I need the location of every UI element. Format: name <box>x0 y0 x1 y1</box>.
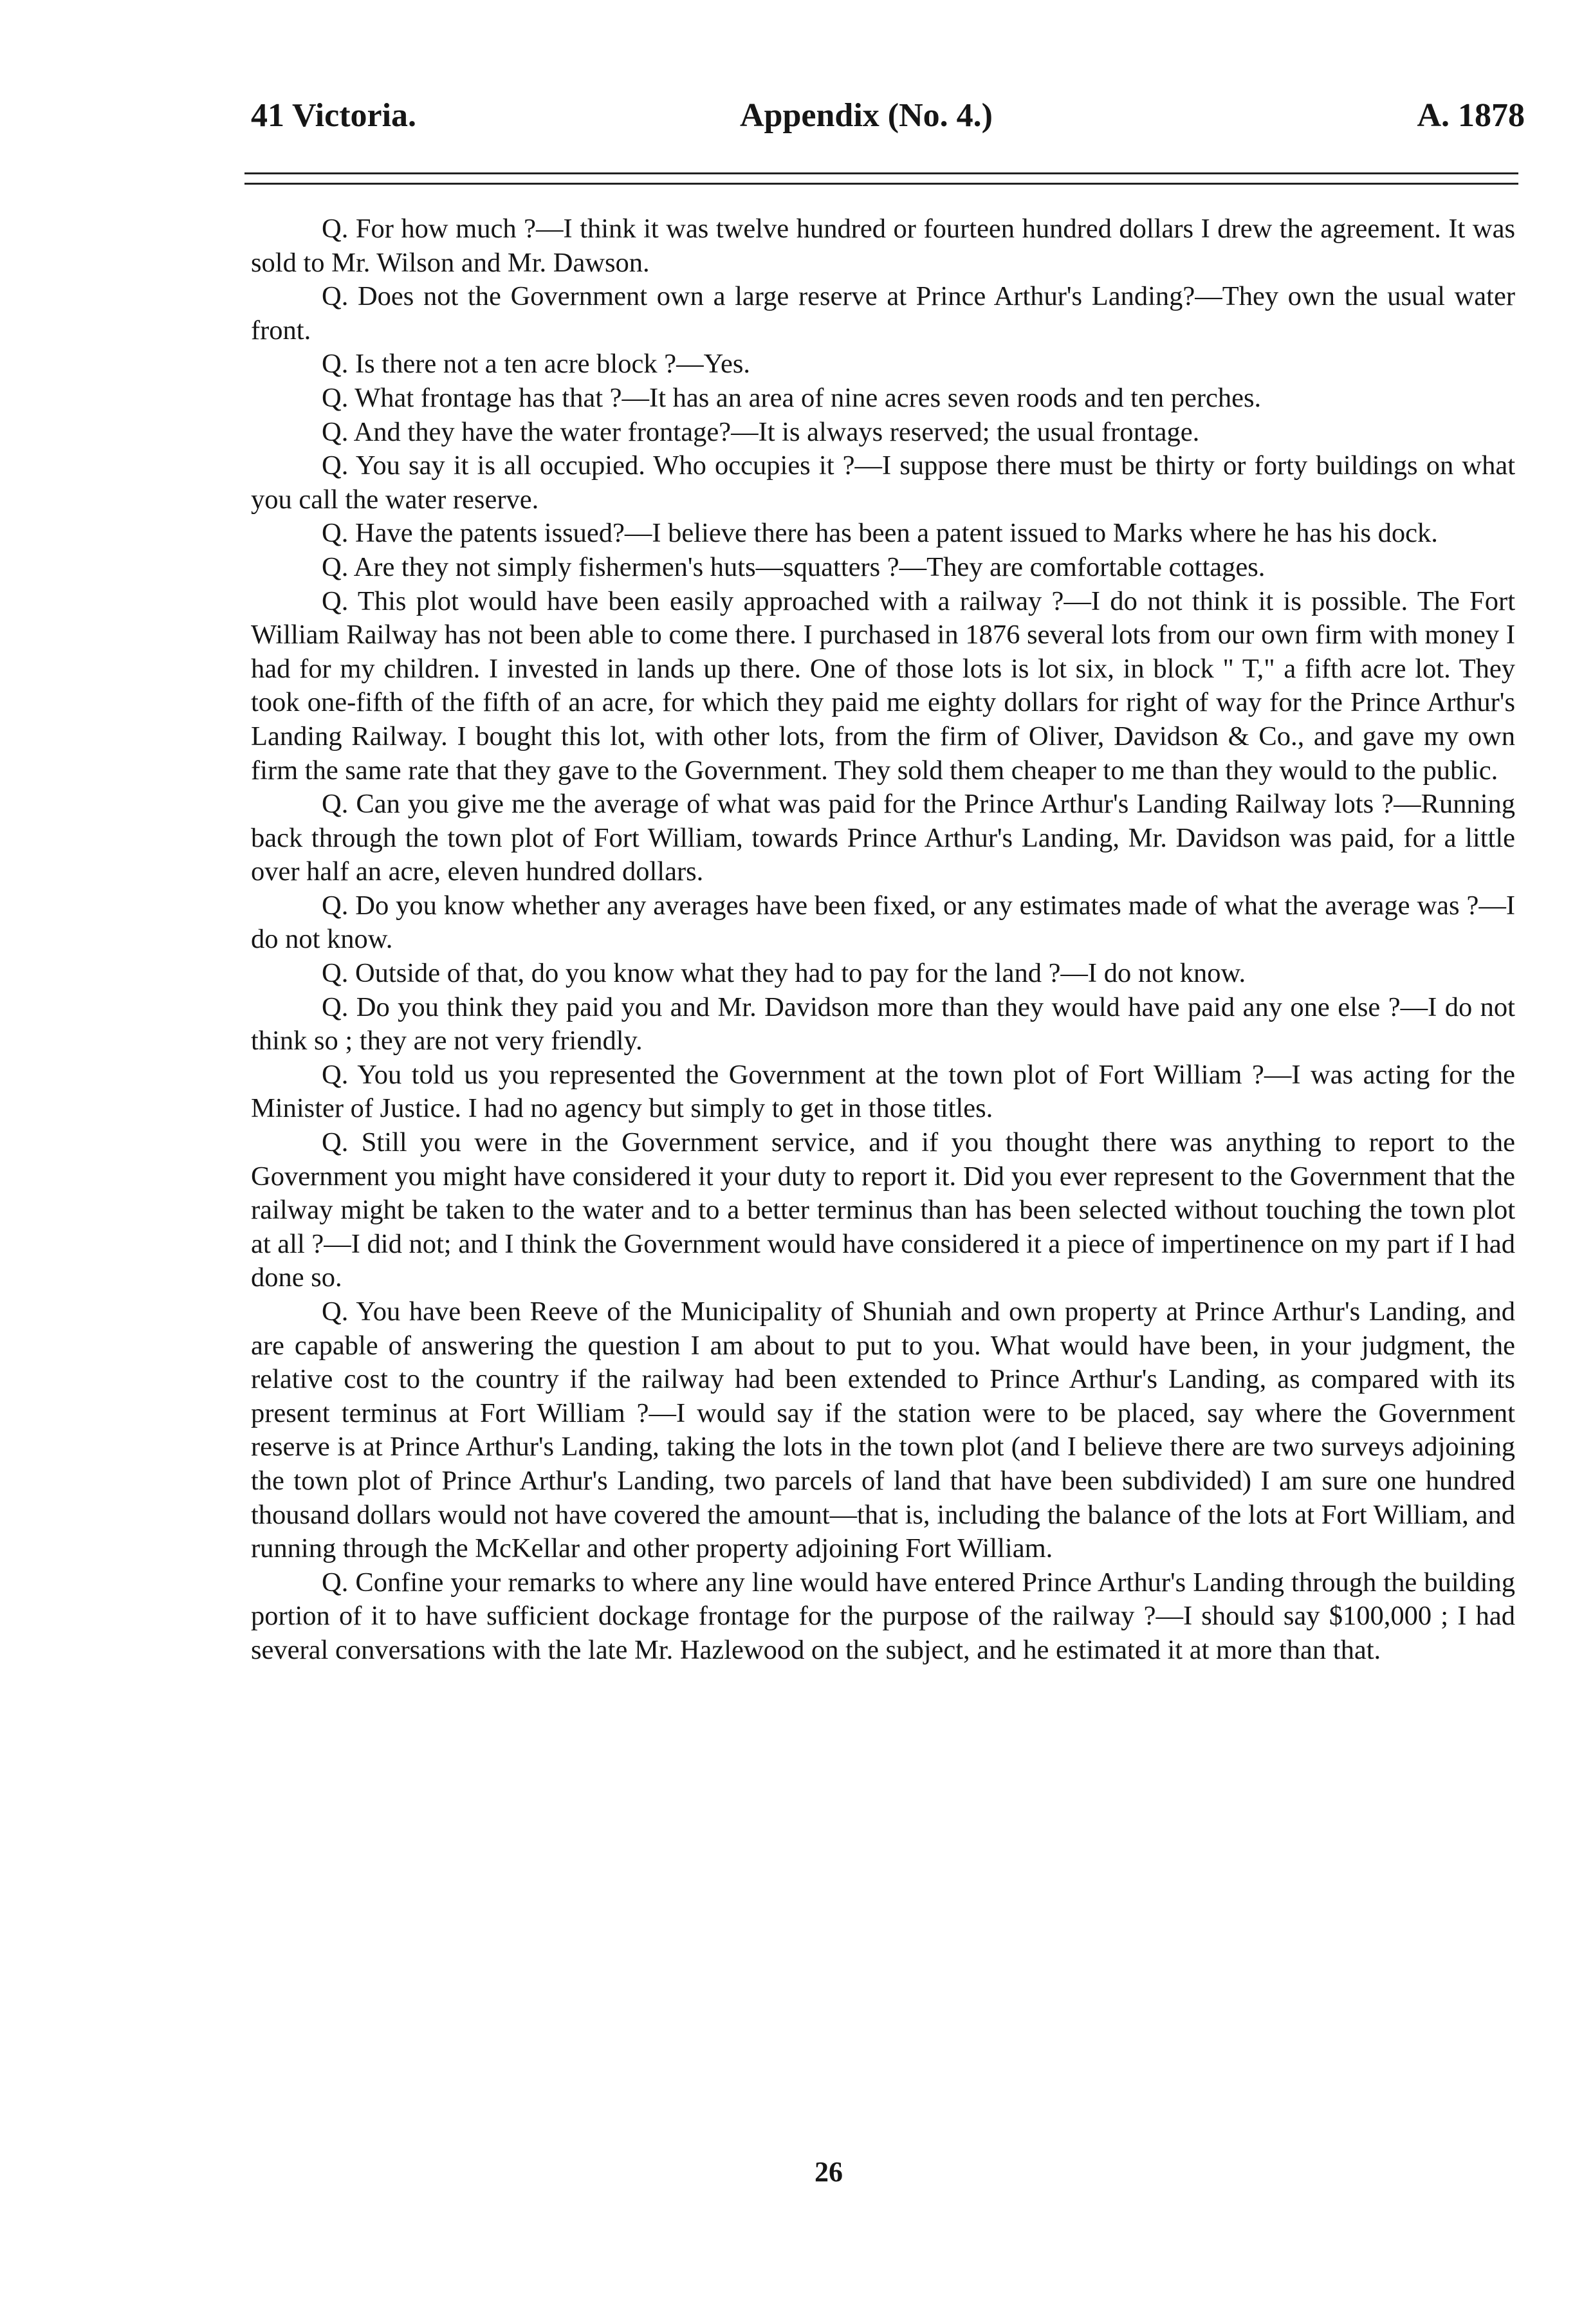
testimony-paragraph: Q. You say it is all occupied. Who occupies it ?—I suppose there must be thirty or forty buildings on what you call the water reserve. <box>251 450 1515 515</box>
testimony-paragraph: Q. You told us you represented the Government at the town plot of Fort William ?—I was acting for the Minister of Justice. I had no agency but simply to get in those titles. <box>251 1059 1515 1124</box>
testimony-paragraph: Q. You have been Reeve of the Municipality of Shuniah and own property at Prince Arthur's Landing, and are capable of answering the question I am about to put to you. What would have been, in your judgment, the relative cost to the country if the railway had been extended to Prince Arthur's Landing, as compared with its present terminus at Fort William ?—I would say if the station were to be placed, say where the Government reserve is at Prince Arthur's Landing, taking the lots in the town plot (and I believe there are two surveys adjoining the town plot of Prince Arthur's Landing, two parcels of land that have been subdivided) I am sure one hundred thousand dollars would not have covered the amount—that is, including the balance of the lots at Fort William, and running through the McKellar and other property adjoining Fort William. <box>251 1296 1515 1564</box>
header-year: A. 1878 <box>1417 97 1525 134</box>
testimony-paragraph: Q. Confine your remarks to where any line would have entered Prince Arthur's Landing through the building portion of it to have sufficient dockage frontage for the purpose of the railway ?—I should say $100,000 ; I had several conversations with the late Mr. Hazlewood on the subject, and he estimated it at more than that. <box>251 1567 1515 1665</box>
running-header <box>251 97 1525 148</box>
testimony-paragraph: Q. Do you think they paid you and Mr. Davidson more than they would have paid any one else ?—I do not think so ; they are not very friendly. <box>251 991 1515 1056</box>
page-number: 26 <box>815 2156 843 2188</box>
testimony-paragraph: Q. And they have the water frontage?—It is always reserved; the usual frontage. <box>322 416 1200 447</box>
testimony-paragraph: Q. Is there not a ten acre block ?—Yes. <box>322 349 751 380</box>
header-session: 41 Victoria. <box>251 97 417 134</box>
header-rule-bottom <box>244 183 1518 185</box>
testimony-paragraph: Q. Do you know whether any averages have been fixed, or any estimates made of what the average was ?—I do not know. <box>251 890 1515 955</box>
testimony-body <box>251 212 1515 1668</box>
testimony-paragraph: Q. Can you give me the average of what was paid for the Prince Arthur's Landing Railway lots ?—Running back through the town plot of Fort William, towards Prince Arthur's Landing, Mr. Davidson was paid, for a little over half an acre, eleven hundred dollars. <box>251 789 1515 887</box>
testimony-paragraph: Q. Are they not simply fishermen's huts—squatters ?—They are comfortable cottages. <box>322 551 1266 582</box>
testimony-paragraph: Q. What frontage has that ?—It has an area of nine acres seven roods and ten perches. <box>322 382 1262 413</box>
testimony-paragraph: Q. This plot would have been easily approached with a railway ?—I do not think it is possible. The Fort William Railway has not been able to come there. I purchased in 1876 several lots from our own firm with money I had for my children. I invested in lands up there. One of those lots is lot six, in block " T," a fifth acre lot. They took one-fifth of the fifth of an acre, for which they paid me eighty dollars for right of way for the Prince Arthur's Landing Railway. I bought this lot, with other lots, from the firm of Oliver, Davidson & Co., and gave my own firm the same rate that they gave to the Government. They sold them cheaper to me than they would to the public. <box>251 586 1515 786</box>
testimony-paragraph: Q. Outside of that, do you know what they had to pay for the land ?—I do not know. <box>322 958 1246 989</box>
testimony-paragraph: Q. Still you were in the Government service, and if you thought there was anything to report to the Government you might have considered it your duty to report it. Did you ever represent to the Government that the railway might be taken to the water and to a better terminus than has been selected without touching the town plot at all ?—I did not; and I think the Government would have considered it a piece of impertinence on my part if I had done so. <box>251 1127 1516 1293</box>
testimony-paragraph: Q. Does not the Government own a large reserve at Prince Arthur's Landing?—They own the usual water front. <box>251 281 1515 346</box>
testimony-paragraph: Q. Have the patents issued?—I believe there has been a patent issued to Marks where he has his dock. <box>322 518 1438 549</box>
header-appendix: Appendix (No. 4.) <box>740 97 993 134</box>
header-rule-top <box>244 172 1518 174</box>
testimony-paragraph: Q. For how much ?—I think it was twelve hundred or fourteen hundred dollars I drew the agreement. It was sold to Mr. Wilson and Mr. Dawson. <box>251 214 1515 278</box>
